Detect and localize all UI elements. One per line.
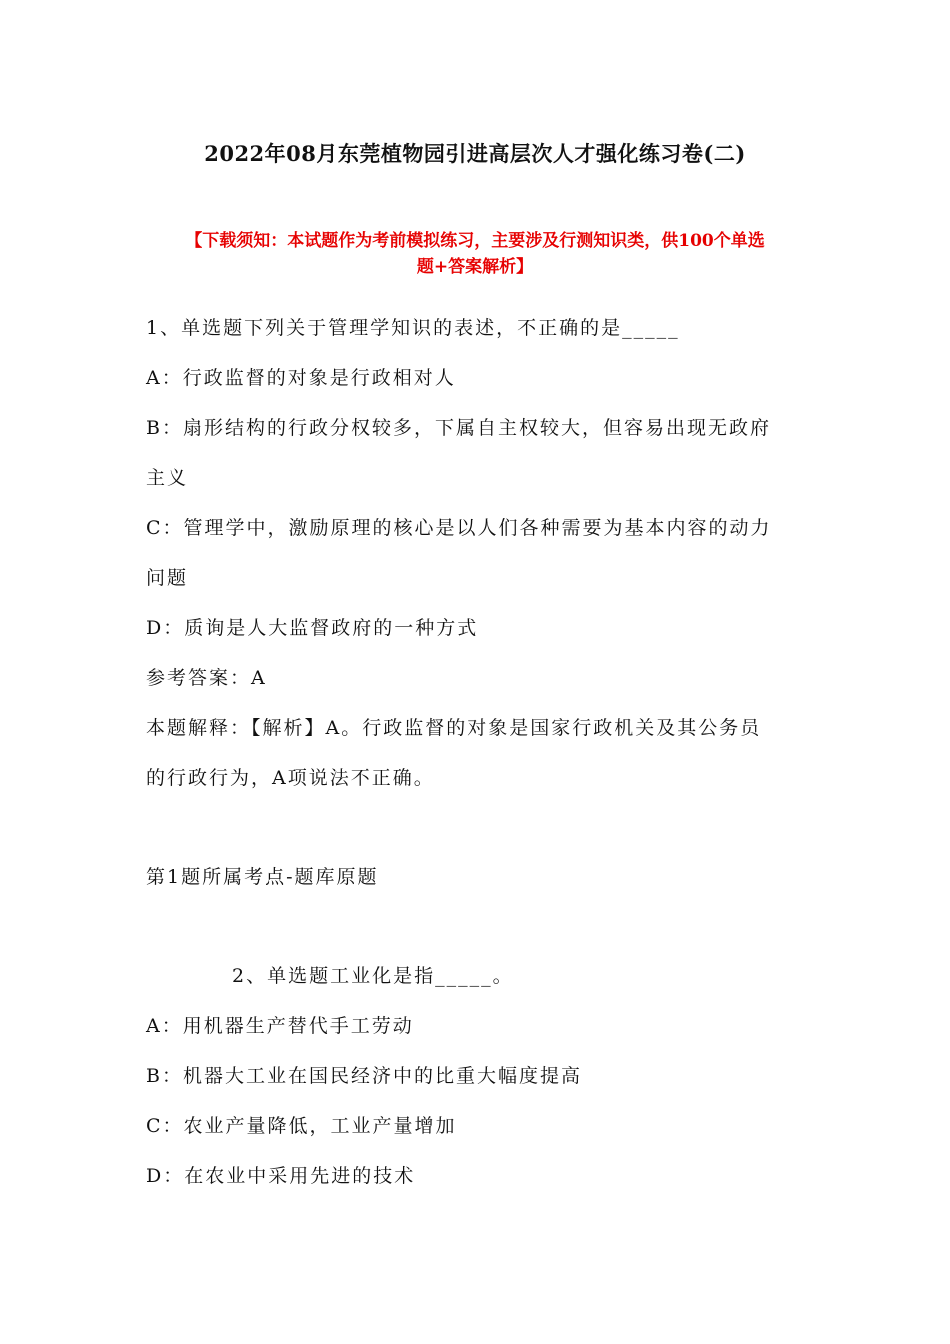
question-2-option-b: B：机器大工业在国民经济中的比重大幅度提高 (146, 1065, 582, 1087)
question-1-explanation: 本题解释：【解析】A。行政监督的对象是国家行政机关及其公务员 (146, 717, 762, 739)
download-notice-line-1: 【下载须知：本试题作为考前模拟练习，主要涉及行测知识类，供100个单选 (185, 231, 765, 251)
question-1-stem: 1、单选题下列关于管理学知识的表述，不正确的是_____ (146, 317, 680, 339)
question-1-option-a: A：行政监督的对象是行政相对人 (146, 367, 456, 389)
download-notice-line-2: 题+答案解析】 (416, 257, 534, 277)
question-1-option-c: C：管理学中，激励原理的核心是以人们各种需要为基本内容的动力 (146, 517, 772, 539)
question-2-option-c: C：农业产量降低，工业产量增加 (146, 1115, 457, 1137)
question-1-option-c-continued: 问题 (146, 567, 189, 589)
question-1-option-b-continued: 主义 (146, 467, 189, 489)
question-1-topic: 第1题所属考点-题库原题 (146, 866, 379, 888)
question-2-stem: 2、单选题工业化是指_____。 (232, 965, 514, 987)
document-title: 2022年08月东莞植物园引进高层次人才强化练习卷(二) (204, 141, 746, 166)
question-1-option-d: D：质询是人大监督政府的一种方式 (146, 617, 479, 639)
question-2-option-a: A：用机器生产替代手工劳动 (146, 1015, 414, 1037)
question-2-option-d: D：在农业中采用先进的技术 (146, 1165, 416, 1187)
question-1-explanation-continued: 的行政行为，A项说法不正确。 (146, 767, 435, 789)
download-notice (140, 228, 810, 280)
question-1-answer: 参考答案：A (146, 667, 267, 689)
question-1-option-b: B：扇形结构的行政分权较多，下属自主权较大，但容易出现无政府 (146, 417, 771, 439)
